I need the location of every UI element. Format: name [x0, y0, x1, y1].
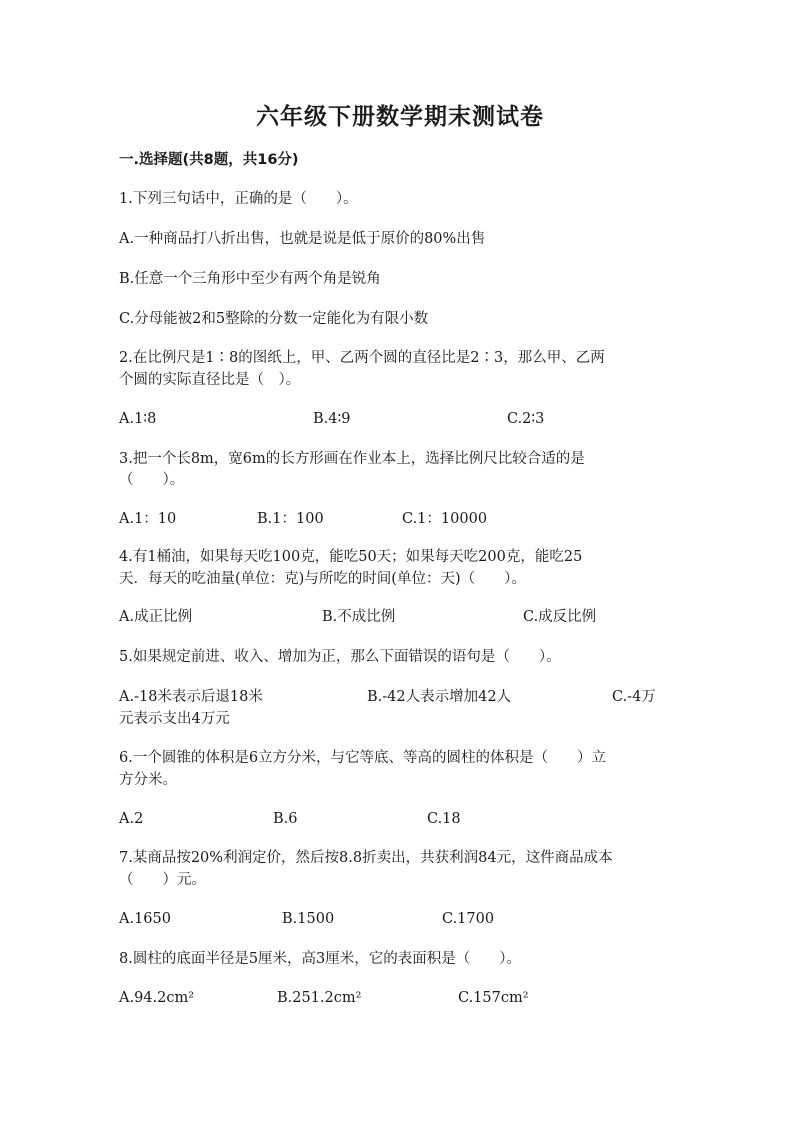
- question-8-option-b: B.251.2cm²: [277, 990, 362, 1006]
- question-1-stem: 1.下列三句话中，正确的是（ ）。: [119, 191, 358, 207]
- question-2-stem-line-2: 个圆的实际直径比是（ ）。: [119, 372, 301, 388]
- question-3-option-a: A.1：10: [119, 511, 177, 527]
- question-5-stem: 5.如果规定前进、收入、增加为正，那么下面错误的语句是（ ）。: [119, 649, 561, 665]
- question-2-option-b: B.4∶9: [313, 411, 351, 427]
- question-7-option-b: B.1500: [282, 911, 335, 927]
- question-5-option-c: C.-4万: [612, 689, 656, 705]
- page-title: 六年级下册数学期末测试卷: [256, 104, 544, 130]
- question-6-option-a: A.2: [119, 811, 144, 827]
- question-2-option-a: A.1∶8: [119, 411, 157, 427]
- section-heading: 一.选择题(共8题，共16分): [119, 152, 299, 168]
- question-4-stem-line-1: 4.有1桶油，如果每天吃100克，能吃50天；如果每天吃200克，能吃25: [119, 549, 583, 565]
- question-4-stem-line-2: 天．每天的吃油量(单位：克)与所吃的时间(单位：天)（ ）。: [119, 571, 526, 587]
- question-7-option-c: C.1700: [442, 911, 495, 927]
- question-6-option-b: B.6: [273, 811, 298, 827]
- question-2-stem-line-1: 2.在比例尺是1∶8的图纸上，甲、乙两个圆的直径比是2∶3，那么甲、乙两: [119, 350, 605, 366]
- question-4-option-c: C.成反比例: [523, 609, 597, 625]
- question-1-option-c: C.分母能被2和5整除的分数一定能化为有限小数: [119, 311, 429, 327]
- question-6-stem-line-2: 方分米。: [119, 772, 177, 788]
- question-8-stem: 8.圆柱的底面半径是5厘米，高3厘米，它的表面积是（ ）。: [119, 951, 522, 967]
- question-6-option-c: C.18: [427, 811, 461, 827]
- question-8-option-c: C.157cm²: [458, 990, 529, 1006]
- question-5-option-c-continuation: 元表示支出4万元: [119, 711, 230, 727]
- question-3-stem-line-2: （ ）。: [119, 472, 185, 488]
- question-7-stem-line-2: （ ）元。: [119, 872, 206, 888]
- question-1-option-b: B.任意一个三角形中至少有两个角是锐角: [119, 271, 381, 287]
- question-1-option-a: A.一种商品打八折出售，也就是说是低于原价的80%出售: [119, 231, 486, 247]
- question-7-stem-line-1: 7.某商品按20%利润定价，然后按8.8折卖出，共获利润84元，这件商品成本: [119, 850, 613, 866]
- question-8-option-a: A.94.2cm²: [119, 990, 195, 1006]
- question-3-option-c: C.1：10000: [402, 511, 488, 527]
- question-6-stem-line-1: 6.一个圆锥的体积是6立方分米，与它等底、等高的圆柱的体积是（ ）立: [119, 750, 607, 766]
- question-2-option-c: C.2∶3: [507, 411, 545, 427]
- question-5-option-a: A.-18米表示后退18米: [119, 689, 263, 705]
- question-3-option-b: B.1：100: [257, 511, 324, 527]
- question-7-option-a: A.1650: [119, 911, 171, 927]
- question-3-stem-line-1: 3.把一个长8m，宽6m的长方形画在作业本上，选择比例尺比较合适的是: [119, 451, 585, 467]
- question-4-option-a: A.成正比例: [119, 609, 193, 625]
- question-5-option-b: B.-42人表示增加42人: [367, 689, 512, 705]
- question-4-option-b: B.不成比例: [322, 609, 396, 625]
